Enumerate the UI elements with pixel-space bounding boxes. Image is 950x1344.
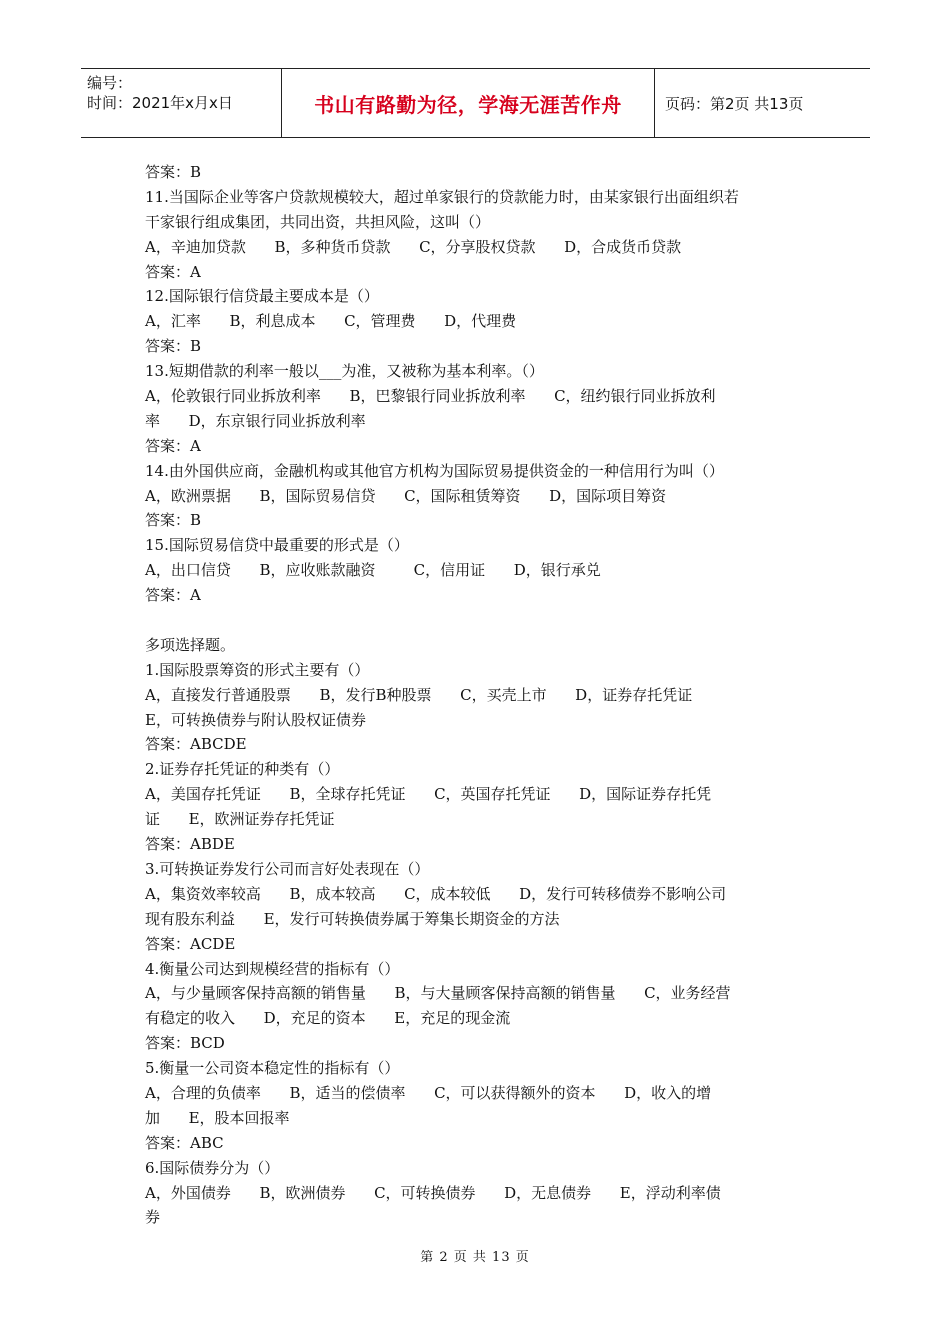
text-line: 答案：B <box>145 337 202 356</box>
text-line: 答案：ACDE <box>145 934 236 953</box>
text-line: A，外国债券 B，欧洲债券 C，可转换债券 D，无息债券 E，浮动利率债 <box>145 1183 721 1202</box>
text-line: 4.衡量公司达到规模经营的指标有（） <box>145 959 400 978</box>
text-line: 证 E，欧洲证券存托凭证 <box>145 810 335 829</box>
header-id-label: 编号： <box>87 74 133 92</box>
text-line: 干家银行组成集团，共同出资，共担风险，这叫（） <box>145 212 491 231</box>
header-page-info: 页码：第2页 共13页 <box>665 94 804 113</box>
text-line: 答案：B <box>145 163 202 181</box>
text-line: 答案：BCD <box>145 1034 225 1053</box>
header-meta <box>81 69 281 137</box>
text-line: A，汇率 B，利息成本 C，管理费 D，代理费 <box>145 312 517 331</box>
text-line: 券 <box>145 1208 161 1227</box>
text-line: 有稳定的收入 D，充足的资本 E，充足的现金流 <box>145 1009 511 1028</box>
header-time-label: 时间：2021年x月x日 <box>87 94 233 112</box>
text-line: 答案：ABDE <box>145 835 235 854</box>
document-body <box>145 160 810 1230</box>
page-footer: 第 2 页 共 13 页 <box>420 1250 530 1265</box>
text-line: A，出口信贷 B，应收账款融资 C，信用证 D，银行承兑 <box>145 561 601 580</box>
text-line: E，可转换债券与附认股权证债券 <box>145 710 366 729</box>
text-line: 5.衡量一公司资本稳定性的指标有（） <box>145 1059 400 1078</box>
text-line: 11.当国际企业等客户贷款规模较大，超过单家银行的贷款能力时，由某家银行出面组织若 <box>145 187 739 206</box>
text-line: A，欧洲票据 B，国际贸易信贷 C，国际租赁筹资 D，国际项目筹资 <box>145 486 667 505</box>
text-line: A，集资效率较高 B，成本较高 C，成本较低 D，发行可转移债券不影响公司 <box>145 884 727 903</box>
page-header <box>81 68 870 138</box>
text-line: 12.国际银行信贷最主要成本是（） <box>145 287 379 306</box>
text-line: 2.证券存托凭证的种类有（） <box>145 760 340 779</box>
text-line: A，直接发行普通股票 B，发行B种股票 C，买壳上市 D，证券存托凭证 <box>145 685 693 704</box>
text-line: 答案：A <box>145 436 201 455</box>
text-line: 答案：A <box>145 586 201 605</box>
text-line: 13.短期借款的利率一般以___为准，又被称为基本利率。（） <box>145 362 544 381</box>
text-line: 多项选择题。 <box>145 635 236 654</box>
text-line: A，辛迪加贷款 B，多种货币贷款 C，分享股权贷款 D，合成货币贷款 <box>145 237 682 256</box>
text-line: 6.国际债券分为（） <box>145 1158 280 1177</box>
text-line: 率 D，东京银行同业拆放利率 <box>145 411 366 430</box>
text-line: 现有股东利益 E，发行可转换债券属于筹集长期资金的方法 <box>145 909 560 928</box>
text-line: A，与少量顾客保持高额的销售量 B，与大量顾客保持高额的销售量 C，业务经营 <box>145 984 731 1003</box>
text-line: 答案：ABC <box>145 1133 224 1152</box>
text-line: 答案：B <box>145 511 202 530</box>
text-line <box>145 608 810 633</box>
text-line: 14.由外国供应商，金融机构或其他官方机构为国际贸易提供资金的一种信用行为叫（） <box>145 461 724 480</box>
text-line: 3.可转换证券发行公司而言好处表现在（） <box>145 859 430 878</box>
text-line: 15.国际贸易信贷中最重要的形式是（） <box>145 536 409 555</box>
text-line: 加 E，股本回报率 <box>145 1108 290 1127</box>
text-line: 答案：A <box>145 262 201 281</box>
text-line: 1.国际股票筹资的形式主要有（） <box>145 660 370 679</box>
text-line: A，合理的负债率 B，适当的偿债率 C，可以获得额外的资本 D，收入的增 <box>145 1083 712 1102</box>
header-motto: 书山有路勤为径，学海无涯苦作舟 <box>281 69 655 137</box>
text-line: 答案：ABCDE <box>145 735 247 754</box>
text-line: A，伦敦银行同业拆放利率 B，巴黎银行同业拆放利率 C，纽约银行同业拆放利 <box>145 387 716 406</box>
text-line: A，美国存托凭证 B，全球存托凭证 C，英国存托凭证 D，国际证券存托凭 <box>145 785 712 804</box>
